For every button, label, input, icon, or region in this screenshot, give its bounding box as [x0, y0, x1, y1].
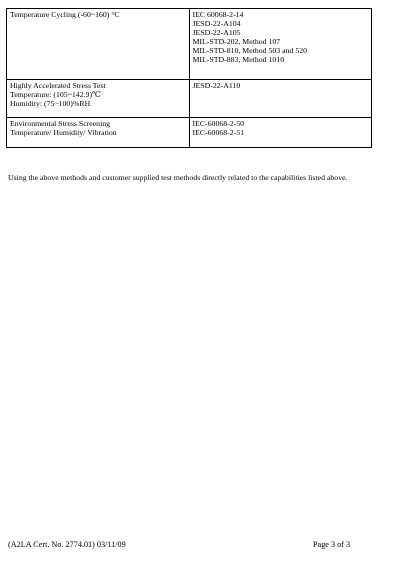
method-item: MIL-STD-883, Method 1010 [192, 55, 285, 64]
method-cell [189, 9, 372, 80]
test-condition: Humidity: (75~100)%RH [10, 99, 91, 108]
method-item: JESD-22-A104 [192, 19, 241, 28]
method-item: IEC-60068-2-51 [192, 128, 245, 137]
method-item: IEC-60068-2-50 [192, 119, 245, 128]
method-cell [189, 118, 372, 148]
method-item: MIL-STD-202, Method 107 [192, 37, 281, 46]
test-name: Environmental Stress Screening [10, 119, 111, 128]
scope-table [6, 8, 372, 148]
test-name: Highly Accelerated Stress Test [10, 81, 106, 90]
method-item: JESD-22-A105 [192, 28, 241, 37]
page-number: Page 3 of 3 [313, 540, 351, 549]
test-name: Temperature Cycling (-60~160) °C [10, 10, 120, 19]
cert-footer: (A2LA Cert. No. 2774.01) 03/11/09 [8, 540, 126, 549]
test-condition: Temperature/ Humidity/ Vibration [10, 128, 117, 137]
method-item: MIL-STD-810, Method 503 and 520 [192, 46, 308, 55]
test-cell [7, 80, 190, 118]
scope-note: Using the above methods and customer supplied test methods directly related to the capabilities listed above. [8, 172, 348, 182]
method-item: JESD-22-A110 [192, 81, 241, 90]
test-cell [7, 9, 190, 80]
table-row [7, 9, 372, 80]
method-item: IEC 60068-2-14 [192, 10, 244, 19]
method-cell [189, 80, 372, 118]
test-condition: Temperature: (105~142.9)℃ [10, 90, 101, 99]
table-row [7, 118, 372, 148]
table-row [7, 80, 372, 118]
test-cell [7, 118, 190, 148]
